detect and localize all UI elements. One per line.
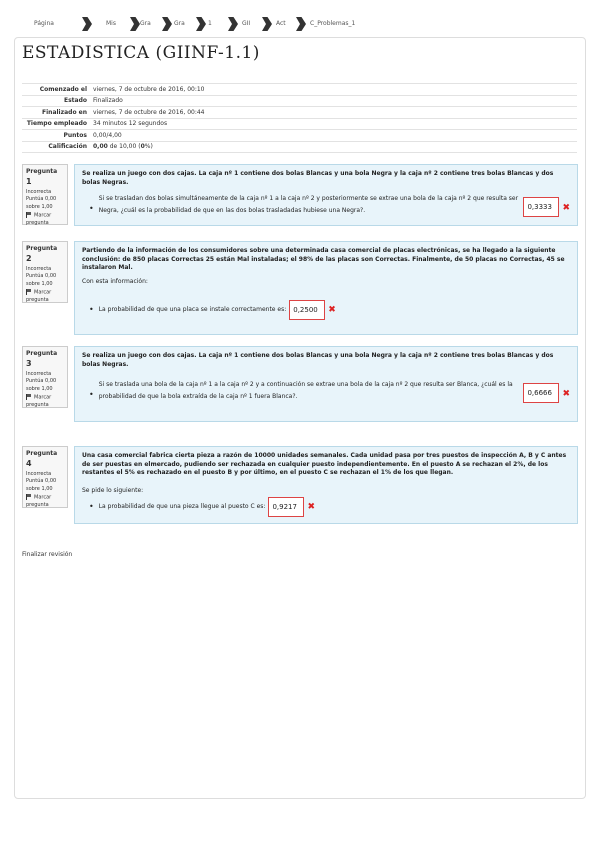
question-points-max: sobre 1,00 xyxy=(26,386,53,393)
flag-question-link[interactable]: Marcar xyxy=(26,494,64,502)
question-text: Una casa comercial fabrica cierta pieza a razón de 10000 unidades semanales. Cada unidad pasa por tres puestos de inspección A, B y C antes de ser puestas en elmercado, pudiendo ser rechazada en cualquier puesto independientemente. En el puesto A se rechazan el 2%, de los restantes el 5% es rechazado en el puesto B y por último, en el puesto C se rechazan el 1% de los que llegan. xyxy=(82,452,567,477)
breadcrumb-item[interactable]: Act xyxy=(276,20,286,27)
incorrect-icon: ✖ xyxy=(562,389,570,400)
question-info-1 xyxy=(22,164,68,225)
flag-question-link-cont[interactable]: pregunta xyxy=(26,402,49,409)
grade-rest: de 10,00 ( xyxy=(109,143,141,151)
question-points-max: sobre 1,00 xyxy=(26,281,53,288)
question-item xyxy=(82,379,570,403)
question-status: Incorrecta xyxy=(26,470,52,477)
chevron-right-icon xyxy=(130,17,140,31)
question-prompt: • Si se trasladan dos bolas simultáneamente de la caja nº 1 a la caja nº 2 y posteriormente se extrae una bola de la caja nº 2 que resulta ser Negra, ¿cuál es la probabilidad de que en las dos bolas trasladadas hubiese una Negra?. xyxy=(98,195,519,215)
breadcrumb-item-home[interactable]: Página xyxy=(34,20,54,27)
question-text: Partiendo de la información de los consumidores sobre una determinada casa comercial de placas electrónicas, se ha llegado a la siguiente conclusión: de 850 placas Correctas 25 están Mal instaladas; el 98% de las placas son Correctas. Finalmente, de 50 placas no Correctas, 45 se instalaron Mal. xyxy=(82,247,565,272)
question-points: Puntúa 0,00 xyxy=(26,478,57,485)
question-text: Se realiza un juego con dos cajas. La caja nº 1 contiene dos bolas Blancas y una bola Negra y la caja nº 2 contiene tres bolas Blancas y dos bolas Negras. xyxy=(82,170,554,186)
summary-row xyxy=(22,141,577,153)
question-points-max: sobre 1,00 xyxy=(26,486,53,493)
summary-value: 0,00/4,00 xyxy=(90,130,577,142)
grade-score: 0,00 xyxy=(93,143,108,151)
question-prompt: • La probabilidad de que una pieza llegue al puesto C es: xyxy=(98,503,266,511)
answer-input[interactable]: 0,6666 xyxy=(523,383,559,403)
answer-input[interactable]: 0,3333 xyxy=(523,197,559,217)
answer-input[interactable]: 0,9217 xyxy=(268,497,304,517)
finish-review-link[interactable]: Finalizar revisión xyxy=(22,551,73,558)
chevron-right-icon xyxy=(82,17,92,31)
breadcrumb xyxy=(20,14,580,34)
breadcrumb-item[interactable]: 1 xyxy=(208,20,212,27)
incorrect-icon: ✖ xyxy=(307,502,315,513)
summary-value: 34 minutos 12 segundos xyxy=(90,118,577,130)
question-content-4 xyxy=(74,446,578,524)
flag-question-link-cont[interactable]: pregunta xyxy=(26,220,49,227)
question-content-1 xyxy=(74,164,578,226)
question-number: 4 xyxy=(26,459,32,469)
breadcrumb-item[interactable]: Mis xyxy=(106,20,116,27)
question-item xyxy=(82,193,570,217)
question-item xyxy=(82,497,570,517)
question-content-2 xyxy=(74,241,578,335)
breadcrumb-item[interactable]: Gra xyxy=(174,20,185,27)
question-prompt: • La probabilidad de que una placa se instale correctamente es: xyxy=(98,306,287,314)
summary-value: viernes, 7 de octubre de 2016, 00:10 xyxy=(90,84,577,96)
chevron-right-icon xyxy=(228,17,238,31)
question-label: Pregunta xyxy=(26,168,58,175)
breadcrumb-item[interactable]: GII xyxy=(242,20,251,27)
summary-label: Estado xyxy=(22,95,90,107)
flag-question-link[interactable]: Marcar xyxy=(26,212,64,220)
incorrect-icon: ✖ xyxy=(328,305,336,316)
flag-question-link-cont[interactable]: pregunta xyxy=(26,502,49,509)
flag-icon xyxy=(26,212,32,218)
chevron-right-icon xyxy=(196,17,206,31)
summary-label: Calificación xyxy=(22,141,90,153)
summary-label: Puntos xyxy=(22,130,90,142)
summary-row xyxy=(22,107,577,119)
question-info-3 xyxy=(22,346,68,408)
summary-row xyxy=(22,118,577,130)
question-points: Puntúa 0,00 xyxy=(26,378,57,385)
question-status: Incorrecta xyxy=(26,188,52,195)
flag-icon xyxy=(26,289,32,295)
grade-close: %) xyxy=(144,143,153,151)
page-title: ESTADISTICA (GIINF-1.1) xyxy=(22,43,260,63)
chevron-right-icon xyxy=(162,17,172,31)
question-item xyxy=(82,300,570,320)
summary-value: Finalizado xyxy=(90,95,577,107)
summary-row xyxy=(22,95,577,107)
summary-value: viernes, 7 de octubre de 2016, 00:44 xyxy=(90,107,577,119)
summary-label: Comenzado el xyxy=(22,84,90,96)
question-label: Pregunta xyxy=(26,245,58,252)
question-info-2 xyxy=(22,241,68,303)
answer-input[interactable]: 0,2500 xyxy=(289,300,325,320)
question-number: 1 xyxy=(26,177,32,187)
grade-percent: 0 xyxy=(140,143,145,151)
question-intro: Con esta información: xyxy=(82,278,148,286)
summary-label: Tiempo empleado xyxy=(22,118,90,130)
question-points: Puntúa 0,00 xyxy=(26,196,57,203)
attempt-summary-table xyxy=(22,83,577,153)
flag-icon xyxy=(26,494,32,500)
chevron-right-icon xyxy=(296,17,306,31)
question-status: Incorrecta xyxy=(26,370,52,377)
flag-icon xyxy=(26,394,32,400)
question-status: Incorrecta xyxy=(26,265,52,272)
summary-row xyxy=(22,130,577,142)
question-label: Pregunta xyxy=(26,350,58,357)
question-intro: Se pide lo siguiente: xyxy=(82,487,144,495)
chevron-right-icon xyxy=(262,17,272,31)
breadcrumb-item-current[interactable]: C_Problemas_1 xyxy=(310,20,356,27)
question-points-max: sobre 1,00 xyxy=(26,204,53,211)
summary-row xyxy=(22,84,577,96)
question-number: 2 xyxy=(26,254,32,264)
grade-value xyxy=(90,141,577,153)
question-prompt: • Si se traslada una bola de la caja nº 1 a la caja nº 2 y a continuación se extrae una bola de la caja nº 2 que resulta ser Blanca, ¿cuál es la probabilidad de que la bola extraída de la caja nº 1 fuera Blanca?. xyxy=(98,381,513,401)
summary-label: Finalizado en xyxy=(22,107,90,119)
question-info-4 xyxy=(22,446,68,508)
incorrect-icon: ✖ xyxy=(562,203,570,214)
flag-question-link-cont[interactable]: pregunta xyxy=(26,297,49,304)
flag-question-link[interactable]: Marcar xyxy=(26,289,64,297)
question-label: Pregunta xyxy=(26,450,58,457)
question-content-3 xyxy=(74,346,578,422)
question-text: Se realiza un juego con dos cajas. La caja nº 1 contiene dos bolas Blancas y una bola Negra y la caja nº 2 contiene tres bolas Blancas y dos bolas Negras. xyxy=(82,352,554,368)
question-points: Puntúa 0,00 xyxy=(26,273,57,280)
question-number: 3 xyxy=(26,359,32,369)
flag-question-link[interactable]: Marcar xyxy=(26,394,64,402)
breadcrumb-item[interactable]: Gra xyxy=(140,20,151,27)
